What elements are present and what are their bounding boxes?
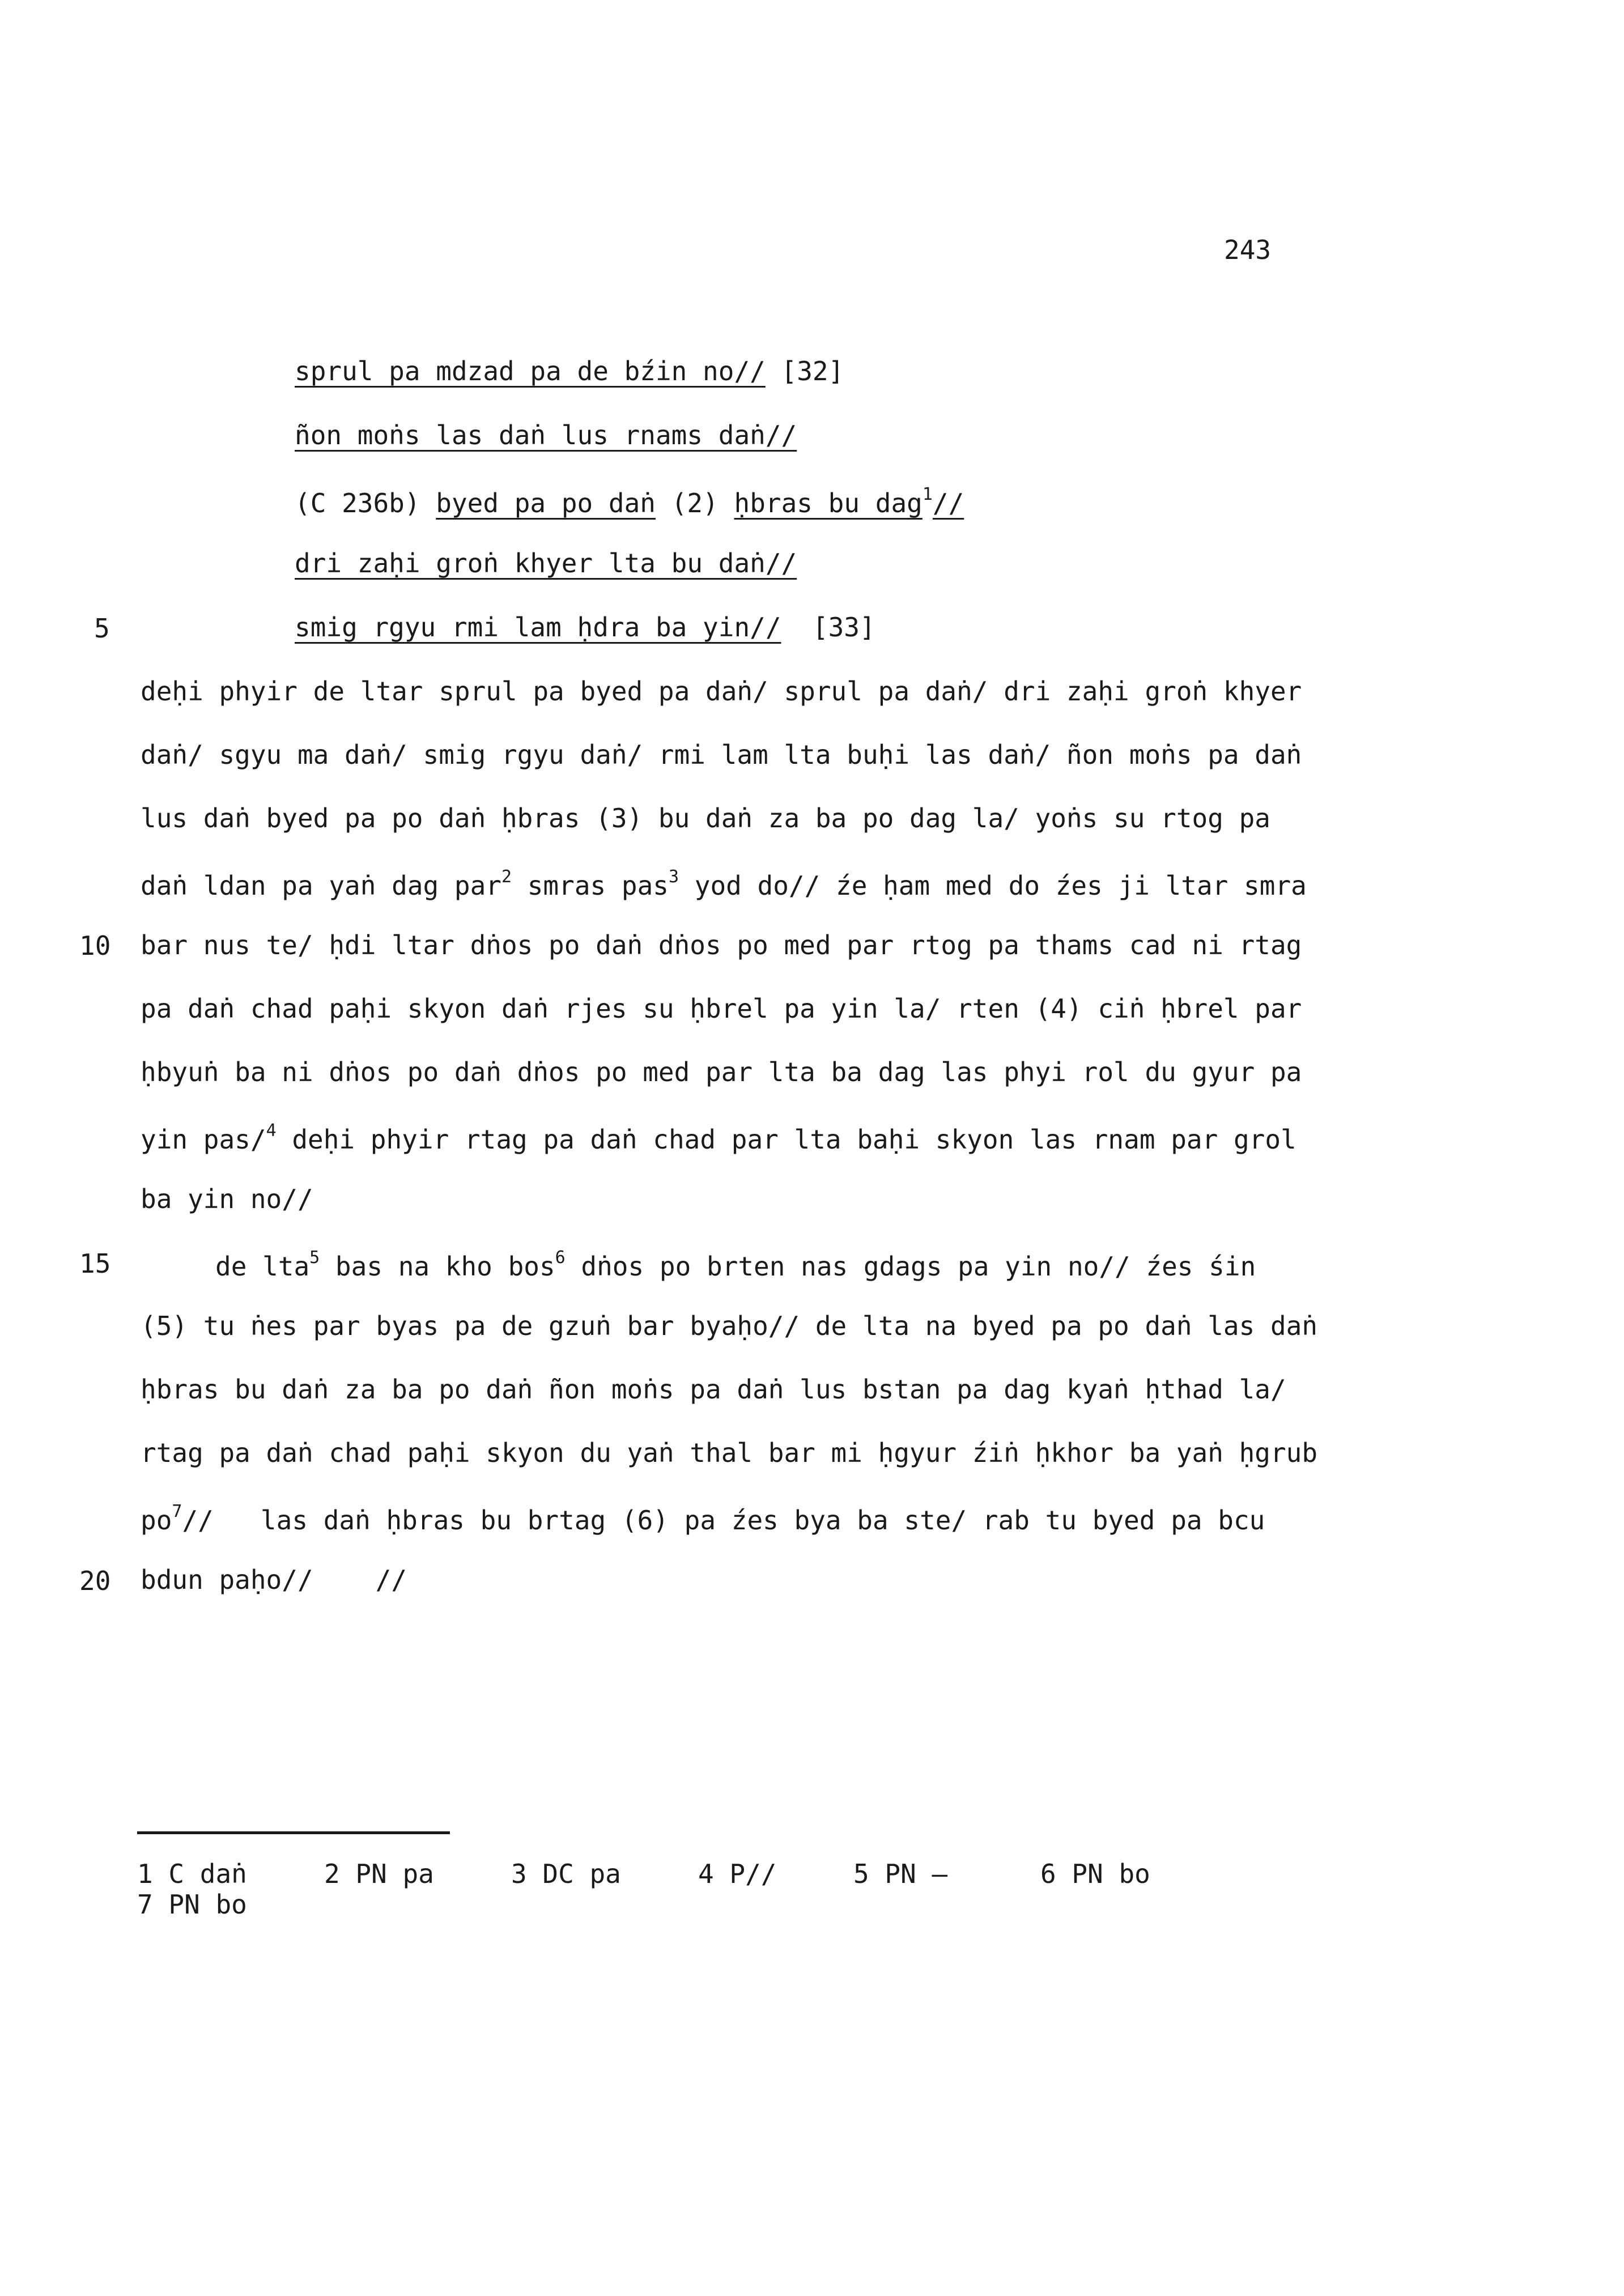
- footnote-marker: 5: [309, 1248, 320, 1268]
- text-line: deḥi phyir de ltar sprul pa byed pa daṅ/ sprul pa daṅ/ dri zaḥi groṅ khyer: [141, 676, 1302, 707]
- footnote: 3 DC pa: [511, 1859, 621, 1889]
- text-line: pa daṅ chad paḥi skyon daṅ rjes su ḥbrel pa yin la/ rten (4) ciṅ ḥbrel par: [141, 993, 1302, 1024]
- footnote: 7 PN bo: [137, 1889, 247, 1920]
- footnote-marker: 6: [555, 1248, 566, 1268]
- footnote-marker: 1: [922, 484, 933, 504]
- text-line: lus daṅ byed pa po daṅ ḥbras (3) bu daṅ za ba po dag la/ yoṅs su rtog pa: [141, 803, 1270, 834]
- line-number: 15: [79, 1248, 111, 1279]
- folio-reference: (C 236b): [295, 488, 420, 518]
- verse-text: smig rgyu rmi lam ḥdra ba yin//: [295, 612, 781, 643]
- verse-text: byed pa po daṅ: [436, 488, 656, 518]
- footnote: 6 PN bo: [1040, 1859, 1150, 1889]
- verse-line-4: [295, 548, 797, 579]
- verse-text: ñon moṅs las daṅ lus rnams daṅ//: [295, 420, 797, 450]
- verse-text: //: [932, 488, 964, 518]
- footnote-marker: 4: [266, 1121, 277, 1141]
- text-line: yin pas/$^4$ deḥi phyir rtag pa daṅ chad par lta baḥi skyon las rnam par grol: [141, 1121, 1296, 1155]
- verse-line-2: [295, 422, 797, 448]
- text-line: ḥbyuṅ ba ni dṅos po daṅ dṅos po med par lta ba dag las phyi rol du gyur pa: [141, 1057, 1302, 1087]
- footnote-rule: [137, 1831, 450, 1834]
- verse-line-5: [295, 612, 875, 643]
- verse-text: ḥbras bu dag: [734, 488, 922, 518]
- text-line: daṅ ldan pa yaṅ dag par$^2$ smras pas$^3$ yod do// źe ḥam med do źes ji ltar smra: [141, 867, 1307, 901]
- text-line: (5) tu ṅes par byas pa de gzuṅ bar byaḥo// de lta na byed pa po daṅ las daṅ: [141, 1311, 1318, 1341]
- page-number: 243: [1224, 235, 1272, 265]
- verse-reference: [32]: [781, 356, 844, 386]
- verse-reference: [33]: [812, 612, 875, 643]
- text-line: rtag pa daṅ chad paḥi skyon du yaṅ thal bar mi ḥgyur źiṅ ḥkhor ba yaṅ ḥgrub: [141, 1438, 1318, 1468]
- line-number: 10: [79, 930, 111, 961]
- line-number: 5: [94, 613, 110, 644]
- line-number: 20: [79, 1566, 111, 1596]
- footnote: 5 PN —: [853, 1859, 948, 1889]
- verse-text: sprul pa mdzad pa de bźin no//: [295, 356, 766, 386]
- folio-marker: (2): [671, 488, 719, 518]
- footnote-marker: 7: [172, 1502, 182, 1521]
- text-line: ḥbras bu daṅ za ba po daṅ ñon moṅs pa daṅ lus bstan pa dag kyaṅ ḥthad la/: [141, 1374, 1286, 1405]
- footnote-marker: 2: [501, 867, 512, 887]
- text-line: $po^7//$ las daṅ ḥbras bu brtag (6) pa źes bya ba ste/ rab tu byed pa bcu: [141, 1502, 1265, 1536]
- footnote: 1 C daṅ: [137, 1859, 247, 1889]
- footnote: 4 P//: [698, 1859, 777, 1889]
- verse-text: dri zaḥi groṅ khyer lta bu daṅ//: [295, 548, 797, 579]
- footnote: 2 PN pa: [324, 1859, 434, 1889]
- verse-line-3: [295, 486, 964, 516]
- text-line: ba yin no//: [141, 1184, 313, 1214]
- text-line: daṅ/ sgyu ma daṅ/ smig rgyu daṅ/ rmi lam lta buḥi las daṅ/ ñon moṅs pa daṅ: [141, 739, 1302, 770]
- text-line: bdun paḥo// //: [141, 1564, 407, 1595]
- verse-line-1: [295, 358, 844, 384]
- text-line: bar nus te/ ḥdi ltar dṅos po daṅ dṅos po med par rtog pa thams cad ni rtag: [141, 930, 1302, 960]
- text-line: de lta$^5$ bas na kho bos$^6$ dṅos po brten nas gdags pa yin no// źes śin: [215, 1248, 1256, 1282]
- footnote-marker: 3: [669, 867, 679, 887]
